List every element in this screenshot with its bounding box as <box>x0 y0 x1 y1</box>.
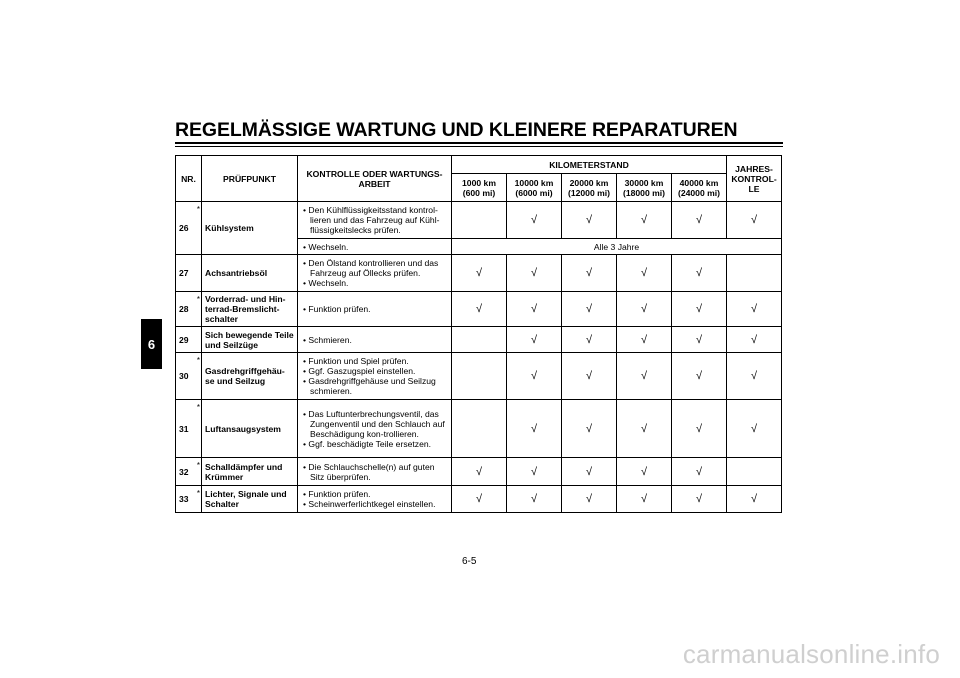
pruefpunkt-cell: Luftansaugsystem <box>202 400 298 458</box>
work-cell <box>298 353 452 400</box>
work-cell <box>298 486 452 513</box>
table-row <box>176 353 782 400</box>
bullet-icon: • <box>303 304 309 314</box>
page-title: REGELMÄSSIGE WARTUNG UND KLEINERE REPARATUREN <box>175 119 738 141</box>
work-item-text: Gasdrehgriffgehäuse und Seilzug schmieren. <box>308 376 436 396</box>
check-cell: √ <box>452 255 507 292</box>
bullet-icon: • <box>303 205 309 215</box>
check-cell: √ <box>617 202 672 239</box>
title-rule-thick <box>175 142 783 144</box>
work-item-text: Den Kühlflüssigkeitsstand kontrol-lieren und das Fahrzeug auf Kühl-flüssigkeitslecks prüfen. <box>308 205 440 235</box>
check-cell: √ <box>727 486 782 513</box>
work-item <box>301 489 448 499</box>
check-cell: √ <box>562 327 617 353</box>
check-cell: √ <box>562 255 617 292</box>
asterisk-marker: * <box>196 461 200 470</box>
check-cell: √ <box>617 486 672 513</box>
row-number-text: 30 <box>179 371 189 381</box>
pruefpunkt-cell: Achsantriebsöl <box>202 255 298 292</box>
table-row <box>176 292 782 327</box>
pruefpunkt-cell: Kühlsystem <box>202 202 298 255</box>
work-item <box>301 205 448 235</box>
bullet-icon: • <box>303 366 309 376</box>
work-item <box>301 462 448 482</box>
bullet-icon: • <box>303 461 309 472</box>
row-number <box>176 202 202 255</box>
check-cell: √ <box>562 400 617 458</box>
work-item-text: Ggf. Gaszugspiel einstellen. <box>308 366 416 376</box>
asterisk-marker: * <box>196 295 200 304</box>
header-km-0: 1000 km (600 mi) <box>452 174 507 202</box>
pruefpunkt-cell: Vorderrad- und Hin-terrad-Bremslicht-schalter <box>202 292 298 327</box>
interval-span-cell: Alle 3 Jahre <box>452 239 782 255</box>
check-cell: √ <box>727 400 782 458</box>
check-cell: √ <box>727 292 782 327</box>
table-row <box>176 202 782 239</box>
work-item-text: Das Luftunterbrechungsventil, das Zungenventil und den Schlauch auf Beschädigung kon-trollieren. <box>308 408 445 439</box>
work-item-text: Die Schlauchschelle(n) auf guten Sitz überprüfen. <box>308 461 435 482</box>
work-item-text: Wechseln. <box>308 278 349 288</box>
bullet-icon: • <box>303 438 309 449</box>
header-km-1: 10000 km (6000 mi) <box>507 174 562 202</box>
watermark: carmanualsonline.info <box>682 639 940 669</box>
header-km-4: 40000 km (24000 mi) <box>672 174 727 202</box>
check-cell: √ <box>507 353 562 400</box>
check-cell <box>452 327 507 353</box>
check-cell: √ <box>727 327 782 353</box>
table-row <box>176 327 782 353</box>
check-cell: √ <box>507 202 562 239</box>
work-item <box>301 439 448 449</box>
check-cell: √ <box>672 353 727 400</box>
check-cell: √ <box>672 400 727 458</box>
row-number-text: 29 <box>179 334 189 345</box>
check-cell: √ <box>727 353 782 400</box>
check-cell: √ <box>562 292 617 327</box>
work-item <box>301 304 448 314</box>
check-cell: √ <box>617 400 672 458</box>
work-item <box>301 258 448 278</box>
row-number-text: 26 <box>179 223 189 233</box>
row-number-text: 28 <box>179 304 189 314</box>
bullet-icon: • <box>303 258 309 268</box>
work-item-text: Funktion prüfen. <box>308 489 371 499</box>
check-cell: √ <box>672 255 727 292</box>
work-item-text: Scheinwerferlichtkegel einstellen. <box>308 499 436 509</box>
table-row <box>176 486 782 513</box>
row-number <box>176 458 202 486</box>
title-rule-thin <box>175 146 783 147</box>
pruefpunkt-cell: Lichter, Signale und Schalter <box>202 486 298 513</box>
check-cell: √ <box>507 255 562 292</box>
work-item <box>301 409 448 439</box>
check-cell <box>727 458 782 486</box>
table-row <box>176 400 782 458</box>
check-cell: √ <box>617 353 672 400</box>
pruefpunkt-cell: Gasdrehgriffgehäu-se und Seilzug <box>202 353 298 400</box>
pruefpunkt-cell: Schalldämpfer und Krümmer <box>202 458 298 486</box>
row-number-text: 31 <box>179 423 189 434</box>
work-item-text: Ggf. beschädigte Teile ersetzen. <box>308 438 432 449</box>
bullet-icon: • <box>303 499 309 509</box>
check-cell: √ <box>672 202 727 239</box>
work-cell <box>298 400 452 458</box>
header-jahreskontrolle: JAHRES-KONTROL-LE <box>727 156 782 202</box>
pruefpunkt-cell: Sich bewegende Teile und Seilzüge <box>202 327 298 353</box>
maintenance-table <box>175 155 782 513</box>
header-kilometerstand: KILOMETERSTAND <box>452 156 727 174</box>
bullet-icon: • <box>303 334 309 345</box>
work-item-text: Den Ölstand kontrollieren und das Fahrzeug auf Öllecks prüfen. <box>308 258 439 278</box>
check-cell: √ <box>617 458 672 486</box>
row-number <box>176 255 202 292</box>
check-cell: √ <box>562 458 617 486</box>
chapter-tab: 6 <box>141 319 162 369</box>
check-cell: √ <box>507 458 562 486</box>
check-cell: √ <box>672 486 727 513</box>
asterisk-marker: * <box>196 403 200 412</box>
row-number-text: 32 <box>179 466 189 477</box>
bullet-icon: • <box>303 489 309 499</box>
header-km-3: 30000 km (18000 mi) <box>617 174 672 202</box>
check-cell: √ <box>562 202 617 239</box>
check-cell: √ <box>672 327 727 353</box>
check-cell: √ <box>672 292 727 327</box>
check-cell <box>452 400 507 458</box>
work-item <box>301 335 448 345</box>
check-cell: √ <box>562 486 617 513</box>
asterisk-marker: * <box>196 205 200 214</box>
work-item <box>301 356 448 366</box>
asterisk-marker: * <box>196 489 200 498</box>
row-number <box>176 292 202 327</box>
header-kontrolle: KONTROLLE ODER WARTUNGS-ARBEIT <box>298 156 452 202</box>
bullet-icon: • <box>303 241 309 252</box>
check-cell <box>727 255 782 292</box>
check-cell <box>452 353 507 400</box>
header-pruefpunkt: PRÜFPUNKT <box>202 156 298 202</box>
check-cell: √ <box>672 458 727 486</box>
header-km-2: 20000 km (12000 mi) <box>562 174 617 202</box>
row-number <box>176 327 202 353</box>
check-cell: √ <box>452 458 507 486</box>
page-number: 6-5 <box>462 556 477 567</box>
check-cell: √ <box>507 400 562 458</box>
bullet-icon: • <box>303 408 309 419</box>
work-item-text: Funktion und Spiel prüfen. <box>308 356 409 366</box>
work-item <box>301 499 448 509</box>
bullet-icon: • <box>303 278 309 288</box>
work-item <box>301 376 448 396</box>
header-nr: NR. <box>176 156 202 202</box>
check-cell: √ <box>727 202 782 239</box>
check-cell: √ <box>452 292 507 327</box>
work-cell <box>298 239 452 255</box>
check-cell: √ <box>562 353 617 400</box>
check-cell: √ <box>507 486 562 513</box>
bullet-icon: • <box>303 376 309 386</box>
work-cell <box>298 202 452 239</box>
bullet-icon: • <box>303 356 309 366</box>
check-cell <box>452 202 507 239</box>
work-item-text: Funktion prüfen. <box>308 304 371 314</box>
table-row <box>176 255 782 292</box>
work-item-text: Wechseln. <box>308 241 349 252</box>
work-item <box>301 366 448 376</box>
work-cell <box>298 292 452 327</box>
row-number <box>176 353 202 400</box>
row-number-text: 27 <box>179 268 189 278</box>
work-item <box>301 242 448 252</box>
row-number-text: 33 <box>179 494 189 504</box>
check-cell: √ <box>507 292 562 327</box>
work-cell <box>298 458 452 486</box>
check-cell: √ <box>452 486 507 513</box>
work-item-text: Schmieren. <box>308 334 352 345</box>
row-number <box>176 400 202 458</box>
table-row <box>176 458 782 486</box>
work-cell <box>298 255 452 292</box>
asterisk-marker: * <box>196 356 200 365</box>
work-item <box>301 278 448 288</box>
row-number <box>176 486 202 513</box>
work-cell <box>298 327 452 353</box>
check-cell: √ <box>617 292 672 327</box>
check-cell: √ <box>507 327 562 353</box>
check-cell: √ <box>617 255 672 292</box>
check-cell: √ <box>617 327 672 353</box>
